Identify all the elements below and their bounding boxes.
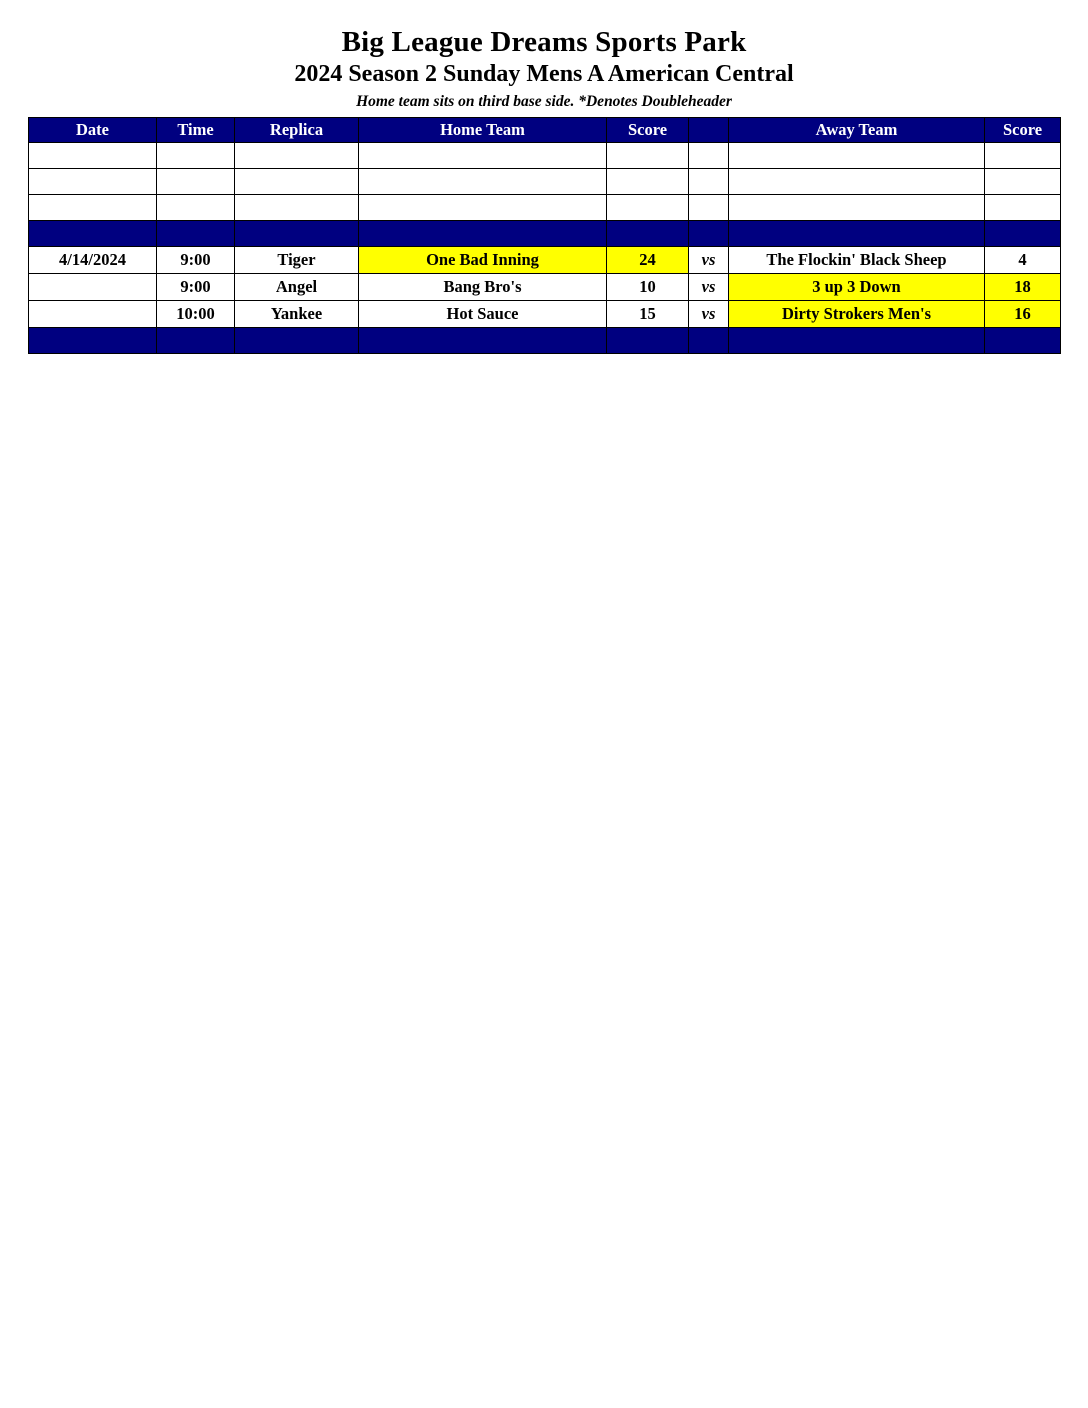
separator-cell [729, 220, 985, 246]
separator-cell [985, 220, 1061, 246]
empty-cell [607, 142, 689, 168]
empty-cell [235, 142, 359, 168]
table-header-row [29, 117, 1061, 142]
column-header-replica: Replica [235, 117, 359, 142]
empty-cell [729, 168, 985, 194]
separator-cell [689, 220, 729, 246]
empty-cell [689, 194, 729, 220]
table-row [29, 273, 1061, 300]
empty-cell [729, 142, 985, 168]
separator-cell [29, 220, 157, 246]
page-subtitle: 2024 Season 2 Sunday Mens A American Central [294, 61, 794, 88]
separator-cell [359, 327, 607, 353]
empty-cell [235, 168, 359, 194]
empty-cell [157, 168, 235, 194]
separator-cell [235, 327, 359, 353]
empty-cell [157, 142, 235, 168]
empty-cell [985, 168, 1061, 194]
cell-vs: vs [689, 273, 729, 300]
column-header-away-team: Away Team [729, 117, 985, 142]
cell-away-team: Dirty Strokers Men's [729, 300, 985, 327]
column-header-away-score: Score [985, 117, 1061, 142]
separator-cell [689, 327, 729, 353]
column-header-time: Time [157, 117, 235, 142]
table-row [29, 246, 1061, 273]
separator-cell [729, 327, 985, 353]
column-header-date: Date [29, 117, 157, 142]
empty-cell [157, 194, 235, 220]
empty-cell [729, 194, 985, 220]
cell-date [29, 300, 157, 327]
cell-away-team: The Flockin' Black Sheep [729, 246, 985, 273]
empty-cell [985, 194, 1061, 220]
empty-cell [29, 194, 157, 220]
empty-row [29, 168, 1061, 194]
separator-cell [29, 327, 157, 353]
empty-cell [607, 168, 689, 194]
cell-replica: Yankee [235, 300, 359, 327]
schedule-table [28, 117, 1061, 354]
cell-away-team: 3 up 3 Down [729, 273, 985, 300]
column-header-home-team: Home Team [359, 117, 607, 142]
cell-time: 9:00 [157, 273, 235, 300]
separator-cell [235, 220, 359, 246]
separator-cell [157, 327, 235, 353]
cell-home-team: One Bad Inning [359, 246, 607, 273]
cell-date: 4/14/2024 [29, 246, 157, 273]
schedule-note: Home team sits on third base side. *Denotes Doubleheader [356, 92, 732, 110]
cell-home-score: 24 [607, 246, 689, 273]
cell-replica: Angel [235, 273, 359, 300]
table-header [29, 117, 1061, 142]
cell-away-score: 18 [985, 273, 1061, 300]
cell-replica: Tiger [235, 246, 359, 273]
cell-home-score: 15 [607, 300, 689, 327]
empty-cell [359, 194, 607, 220]
empty-cell [359, 142, 607, 168]
empty-cell [689, 142, 729, 168]
column-header-home-score: Score [607, 117, 689, 142]
table-body [29, 142, 1061, 353]
cell-time: 9:00 [157, 246, 235, 273]
separator-row [29, 327, 1061, 353]
separator-cell [985, 327, 1061, 353]
empty-cell [689, 168, 729, 194]
empty-cell [607, 194, 689, 220]
empty-row [29, 142, 1061, 168]
empty-cell [359, 168, 607, 194]
cell-home-team: Bang Bro's [359, 273, 607, 300]
separator-cell [607, 220, 689, 246]
separator-row [29, 220, 1061, 246]
cell-time: 10:00 [157, 300, 235, 327]
column-header-vs [689, 117, 729, 142]
cell-date [29, 273, 157, 300]
cell-away-score: 4 [985, 246, 1061, 273]
separator-cell [359, 220, 607, 246]
empty-cell [985, 142, 1061, 168]
separator-cell [607, 327, 689, 353]
cell-home-score: 10 [607, 273, 689, 300]
table-row [29, 300, 1061, 327]
cell-vs: vs [689, 300, 729, 327]
separator-cell [157, 220, 235, 246]
cell-vs: vs [689, 246, 729, 273]
cell-away-score: 16 [985, 300, 1061, 327]
cell-home-team: Hot Sauce [359, 300, 607, 327]
empty-cell [29, 142, 157, 168]
empty-row [29, 194, 1061, 220]
empty-cell [235, 194, 359, 220]
empty-cell [29, 168, 157, 194]
page-title: Big League Dreams Sports Park [341, 26, 747, 58]
